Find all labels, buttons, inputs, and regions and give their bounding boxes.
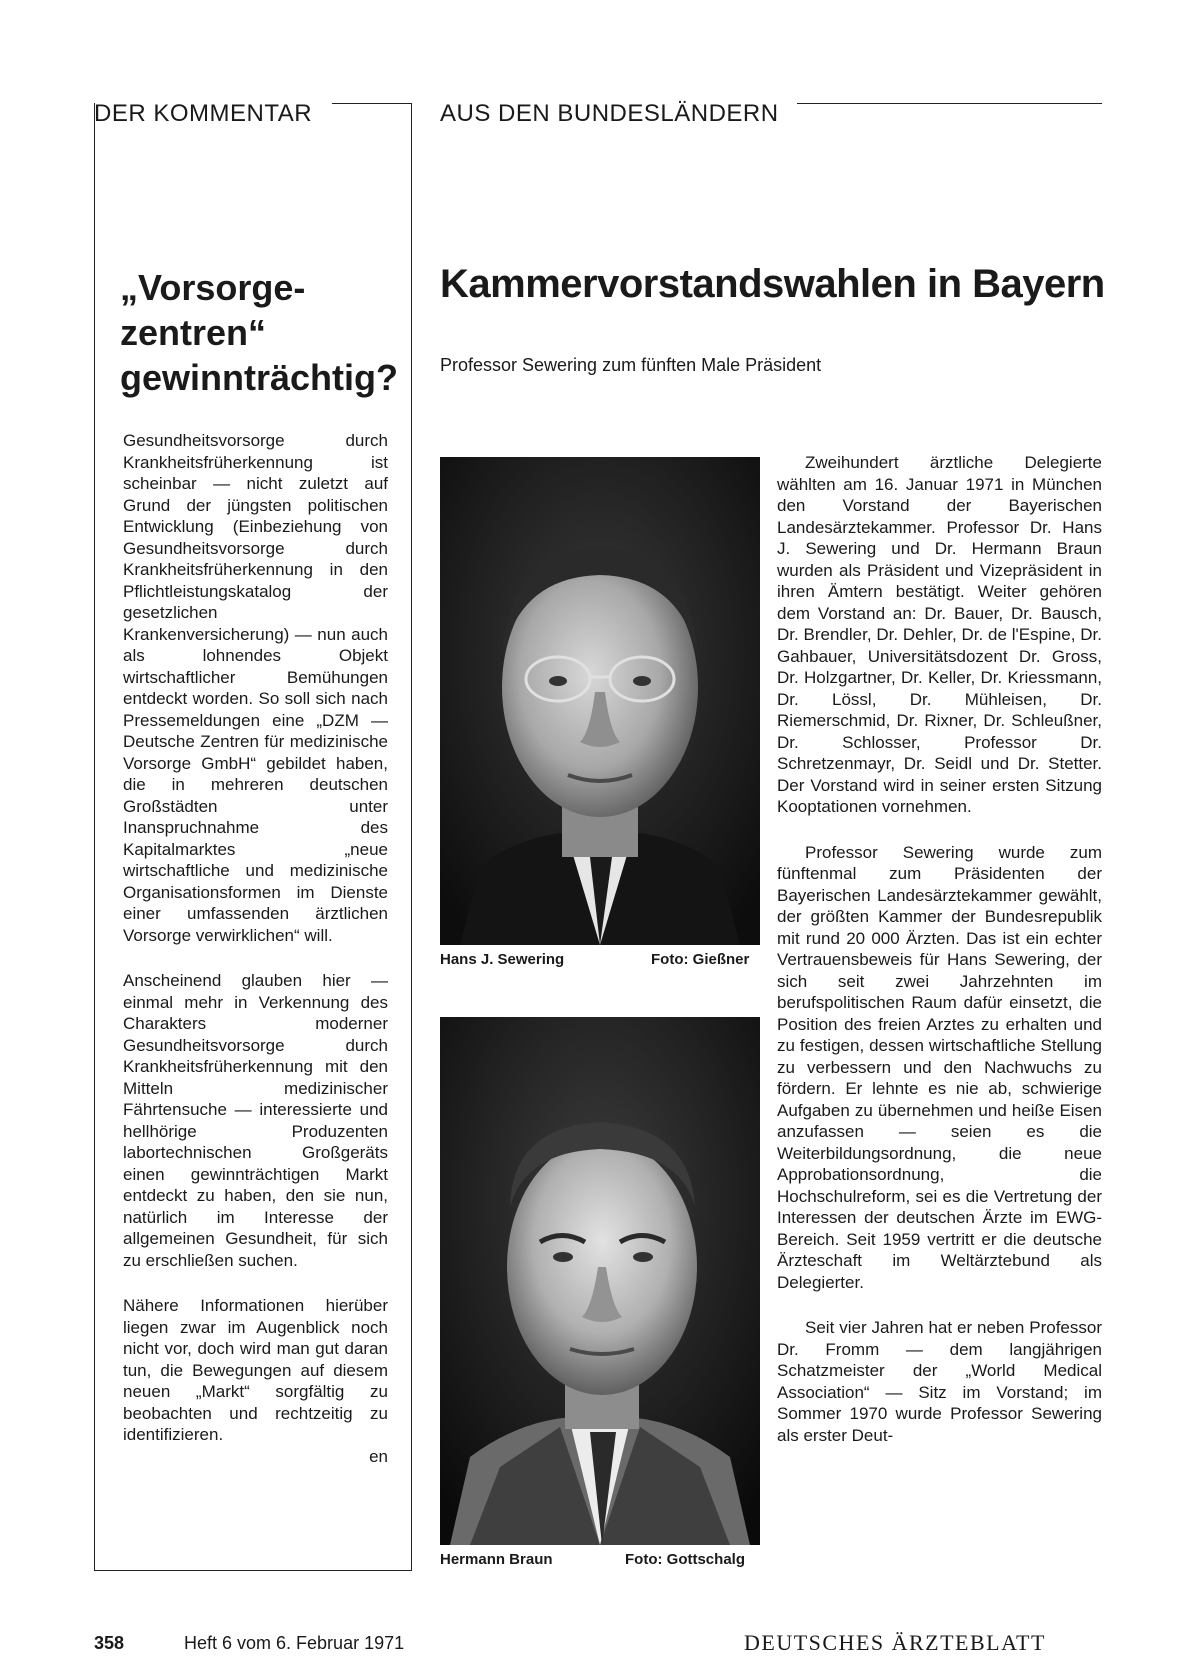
- kommentar-body: [123, 430, 388, 1467]
- article-subheadline: Professor Sewering zum fünften Male Präsident: [440, 355, 822, 375]
- kommentar-headline: [120, 265, 398, 400]
- kommentar-paragraph: Nähere Informationen hierüber liegen zwar im Augenblick noch nicht vor, doch wird man gut daran tun, die Bewegungen auf diesem neuen „Markt“ sorgfältig zu beobachten und rechtzeitig zu identifizieren.: [123, 1296, 388, 1444]
- kommentar-paragraph: Anscheinend glauben hier — einmal mehr in Verkennung des Charakters moderner Gesundheitsvorsorge durch Krankheitsfrüherkennung mit den Mitteln medizinischer Fährtensuche — interessierte und hellhörige Produzenten labortechnischen Großgeräts einen gewinnträchtigen Markt entdeckt zu haben, den sie nun, natürlich im Interesse der allgemeinen Gesundheit, für sich zu erschließen suchen.: [123, 971, 388, 1270]
- photo-caption-name: Hermann Braun: [440, 1551, 553, 1568]
- article-headline: Kammervorstandswahlen in Bayern: [440, 262, 1105, 306]
- article-body: [777, 452, 1102, 1446]
- kommentar-signature: en: [369, 1446, 388, 1466]
- issue-info: Heft 6 vom 6. Februar 1971: [184, 1633, 405, 1653]
- photo-caption-credit: Foto: Gottschalg: [625, 1551, 745, 1568]
- kommentar-section-label: DER KOMMENTAR: [94, 100, 313, 127]
- bundeslaender-rule: [797, 103, 1102, 104]
- kommentar-headline-line: gewinnträchtig?: [120, 357, 398, 398]
- kommentar-headline-line: „Vorsorge-: [120, 267, 306, 308]
- bundeslaender-section-label: AUS DEN BUNDESLÄNDERN: [440, 100, 779, 127]
- kommentar-headline-line: zentren“: [120, 312, 267, 353]
- article-paragraph: Zweihundert ärztliche Delegierte wählten am 16. Januar 1971 in München den Vorstand der Bayerischen Landesärztekammer. Professor Dr. Hans J. Sewering und Dr. Hermann Braun wurden als Präsident und Vizepräsident in ihren Ämtern bestätigt. Weiter gehören dem Vorstand an: Dr. Bauer, Dr. Bausch, Dr. Brendler, Dr. Dehler, Dr. de l'Espine, Dr. Gahbauer, Universitätsdozent Dr. Gross, Dr. Holzgartner, Dr. Keller, Dr. Kriessmann, Dr. Lössl, Dr. Mühleisen, Dr. Riemerschmid, Dr. Rixner, Dr. Schleußner, Dr. Schlosser, Professor Dr. Schretzenmayr, Dr. Seidl und Dr. Stetter. Der Vorstand wird in seiner ersten Sitzung Kooptationen vornehmen.: [777, 453, 1102, 816]
- kommentar-paragraph: Gesundheitsvorsorge durch Krankheitsfrüherkennung ist scheinbar — nicht zuletzt auf Grund der jüngsten politischen Entwicklung (Einbeziehung von Gesundheitsvorsorge durch Krankheitsfrüherkennung in den Pflichtleistungskatalog der gesetzlichen Krankenversicherung) — nun auch als lohnendes Objekt wirtschaftlicher Bemühungen entdeckt worden. So soll sich nach Pressemeldungen eine „DZM — Deutsche Zentren für medizinische Vorsorge GmbH“ gebildet haben, die in mehreren deutschen Großstädten unter Inanspruchnahme des Kapitalmarktes „neue wirtschaftliche und medizinische Organisationsformen im Dienste einer umfassenden ärztlichen Vorsorge verwirklichen“ will.: [123, 431, 388, 945]
- article-paragraph: Professor Sewering wurde zum fünftenmal zum Präsidenten der Bayerischen Landesärztekammer gewählt, der größten Kammer der Bundesrepublik mit rund 20 000 Ärzten. Das ist ein echter Vertrauensbeweis für Hans Sewering, der sich seit zwei Jahrzehnten im berufspolitischen Raum dafür einsetzt, die Position des freien Arztes zu erhalten und zu festigen, dessen wirtschaftliche Stellung zu verbessern und den Nachwuchs zu fördern. Er lehnte es nie ab, schwierige Aufgaben zu übernehmen und heiße Eisen anzufassen — seien es die Weiterbildungsordnung, die neue Approbationsordnung, die Hochschulreform, sei es die Vertretung der Interessen der deutschen Ärzte im EWG-Bereich. Seit 1959 vertritt er die deutsche Ärzteschaft im Weltärztebund als Delegierter.: [777, 842, 1102, 1292]
- photo-caption-name: Hans J. Sewering: [440, 951, 565, 968]
- photo-caption-credit: Foto: Gießner: [651, 951, 750, 968]
- portrait-photo-sewering: [440, 457, 760, 945]
- page-number: 358: [94, 1633, 125, 1653]
- portrait-photo-braun: [440, 1017, 760, 1545]
- article-paragraph: Seit vier Jahren hat er neben Professor Dr. Fromm — dem langjährigen Schatzmeister der „World Medical Association“ — Sitz im Vorstand; im Sommer 1970 wurde Professor Sewering als erster Deut-: [777, 1318, 1102, 1445]
- masthead: DEUTSCHES ÄRZTEBLATT: [744, 1630, 1046, 1655]
